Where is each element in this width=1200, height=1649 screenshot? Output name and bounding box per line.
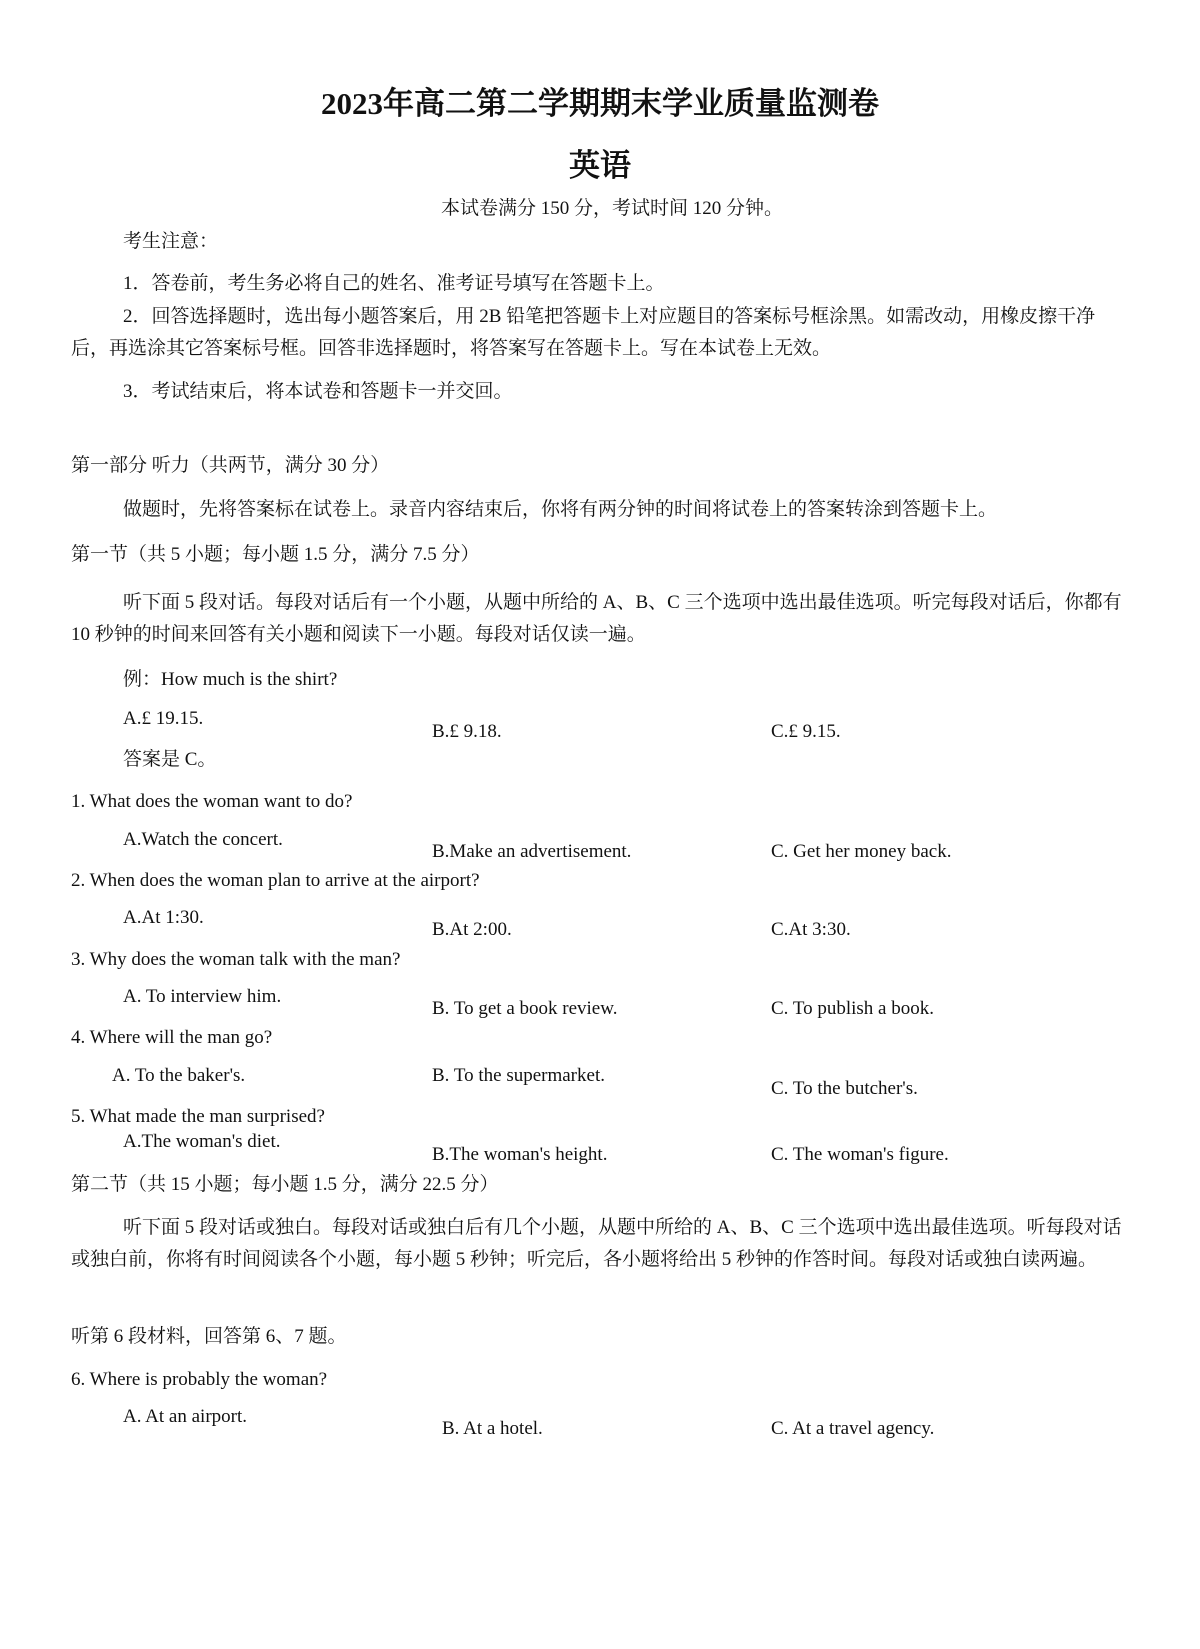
section2-heading: 第二节（共 15 小题；每小题 1.5 分，满分 22.5 分）	[71, 1174, 499, 1195]
q2-option-a: A.At 1:30.	[123, 907, 204, 928]
q4-option-c: C. To the butcher's.	[771, 1078, 918, 1099]
part1-heading: 第一部分 听力（共两节，满分 30 分）	[71, 455, 390, 476]
section2-instruction: 听下面 5 段对话或独白。每段对话或独白后有几个小题，从题中所给的 A、B、C 三个选项中选出最佳选项。听每段对话或独白前，你将有时间阅读各个小题，每小题 5 秒钟；听完后，各小题将给出 5 秒钟的作答时间。每段对话或独白读两遍。	[71, 1217, 1122, 1270]
section1-instruction: 听下面 5 段对话。每段对话后有一个小题，从题中所给的 A、B、C 三个选项中选出最佳选项。听完每段对话后，你都有 10 秒钟的时间来回答有关小题和阅读下一小题。每段对话仅读一遍。	[71, 592, 1122, 645]
q3-option-a: A. To interview him.	[123, 986, 282, 1007]
example-option-b: B.£ 9.18.	[432, 721, 502, 742]
question-1: 1. What does the woman want to do?	[71, 791, 353, 812]
q1-option-a: A.Watch the concert.	[123, 829, 283, 850]
q3-option-c: C. To publish a book.	[771, 998, 934, 1019]
example-question: 例：How much is the shirt?	[123, 669, 338, 690]
q5-option-a: A.The woman's diet.	[123, 1131, 281, 1152]
notice-item-3: 3．考试结束后，将本试卷和答题卡一并交回。	[123, 381, 513, 402]
example-option-c: C.£ 9.15.	[771, 721, 841, 742]
question-3: 3. Why does the woman talk with the man?	[71, 949, 401, 970]
section1-heading: 第一节（共 5 小题；每小题 1.5 分，满分 7.5 分）	[71, 544, 480, 565]
notice-item-1: 1．答卷前，考生务必将自己的姓名、准考证号填写在答题卡上。	[123, 273, 665, 294]
notice-heading: 考生注意：	[123, 231, 219, 252]
q5-option-c: C. The woman's figure.	[771, 1144, 949, 1165]
exam-title: 2023年高二第二学期期末学业质量监测卷	[321, 86, 879, 121]
example-option-a: A.£ 19.15.	[123, 708, 204, 729]
example-answer: 答案是 C。	[123, 749, 217, 770]
part1-instruction: 做题时，先将答案标在试卷上。录音内容结束后，你将有两分钟的时间将试卷上的答案转涂到答题卡上。	[123, 499, 998, 520]
question-5: 5. What made the man surprised?	[71, 1106, 325, 1127]
question-4: 4. Where will the man go?	[71, 1027, 273, 1048]
question-6: 6. Where is probably the woman?	[71, 1369, 328, 1390]
exam-subject: 英语	[569, 148, 631, 183]
q4-option-a: A. To the baker's.	[112, 1065, 246, 1086]
q1-option-c: C. Get her money back.	[771, 841, 952, 862]
exam-info: 本试卷满分 150 分，考试时间 120 分钟。	[441, 198, 784, 219]
q3-option-b: B. To get a book review.	[432, 998, 618, 1019]
q5-option-b: B.The woman's height.	[432, 1144, 608, 1165]
q6-option-b: B. At a hotel.	[442, 1418, 543, 1439]
notice-item-2: 2．回答选择题时，选出每小题答案后，用 2B 铅笔把答题卡上对应题目的答案标号框涂黑。如需改动，用橡皮擦干净后，再选涂其它答案标号框。回答非选择题时，将答案写在答题卡上。写在本试卷上无效。	[71, 306, 1096, 359]
q2-option-c: C.At 3:30.	[771, 919, 851, 940]
q2-option-b: B.At 2:00.	[432, 919, 512, 940]
material-6-heading: 听第 6 段材料，回答第 6、7 题。	[71, 1326, 347, 1347]
q6-option-c: C. At a travel agency.	[771, 1418, 935, 1439]
q4-option-b: B. To the supermarket.	[432, 1065, 605, 1086]
q6-option-a: A. At an airport.	[123, 1406, 248, 1427]
q1-option-b: B.Make an advertisement.	[432, 841, 632, 862]
question-2: 2. When does the woman plan to arrive at the airport?	[71, 870, 480, 891]
